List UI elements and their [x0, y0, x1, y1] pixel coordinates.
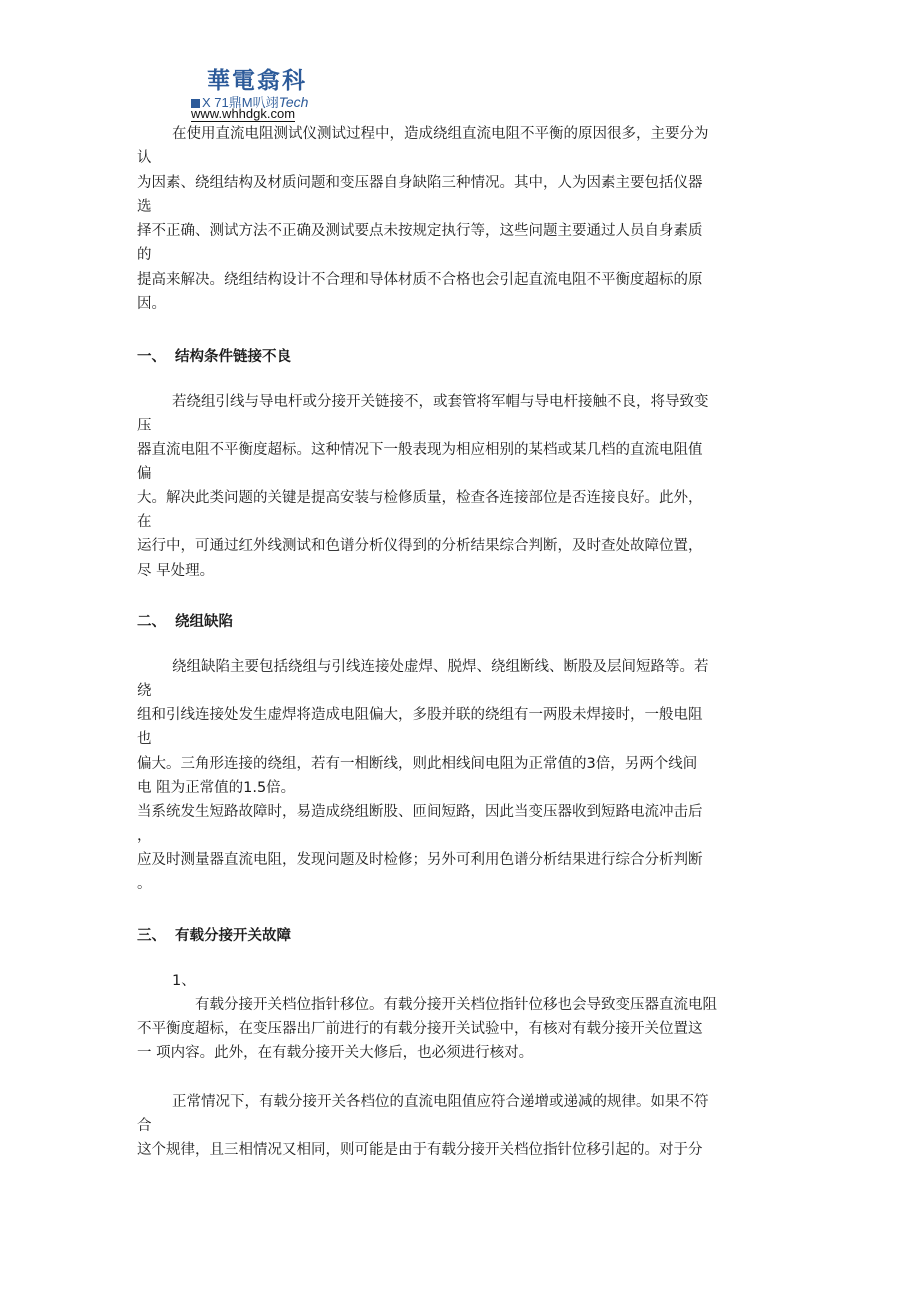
text-line: 器直流电阻不平衡度超标。这种情况下一般表现为相应相别的某档或某几档的直流电阻值	[137, 442, 703, 458]
section-heading	[137, 345, 291, 366]
section-number: 一、	[137, 349, 166, 365]
text-line: 偏	[137, 466, 152, 482]
text-line: 绕	[137, 683, 152, 699]
section-heading	[137, 610, 233, 631]
section-number: 三、	[137, 928, 166, 944]
section-number: 二、	[137, 614, 166, 630]
logo-subtitle-mid: 鼎M叭翊	[228, 95, 279, 110]
text-line: 运行中，可通过红外线测试和色谱分析仪得到的分析结果综合判断，及时查处故障位置，	[137, 538, 703, 554]
website-link[interactable]: www.whhdgk.com	[191, 106, 296, 121]
text-line: 认	[137, 150, 152, 166]
section-title: 绕组缺陷	[175, 614, 233, 630]
text-line: 正常情况下，有载分接开关各档位的直流电阻值应符合递增或递减的规律。如果不符	[172, 1094, 709, 1110]
text-line: 为因素、绕组结构及材质问题和变压器自身缺陷三种情况。其中，人为因素主要包括仪器	[137, 175, 703, 191]
text-line: 组和引线连接处发生虚焊将造成电阻偏大，多股并联的绕组有一两股未焊接时，一般电阻	[137, 707, 703, 723]
text-line: 一 项内容。此外，在有载分接开关大修后，也必须进行核对。	[137, 1045, 534, 1061]
section-heading	[137, 924, 291, 945]
text-line: 尽 早处理。	[137, 563, 215, 579]
text-line: 有载分接开关档位指针移位。有载分接开关档位指针位移也会导致变压器直流电阻	[195, 997, 717, 1013]
text-line: 提高来解决。绕组结构设计不合理和导体材质不合格也会引起直流电阻不平衡度超标的原	[137, 272, 703, 288]
text-line: 择不正确、测试方法不正确及测试要点未按规定执行等，这些问题主要通过人员自身素质	[137, 223, 703, 239]
section-title: 结构条件链接不良	[175, 349, 291, 365]
text-line: 电 阻为正常值的1.5倍。	[137, 780, 296, 796]
logo-title: 華電翕科	[207, 68, 307, 94]
logo-subtitle-prefix: X 71	[202, 95, 229, 110]
text-line: 当系统发生短路故障时，易造成绕组断股、匝间短路，因此当变压器收到短路电流冲击后	[137, 804, 703, 820]
text-line: 不平衡度超标，在变压器出厂前进行的有载分接开关试验中，有核对有载分接开关位置这	[137, 1021, 703, 1037]
text-line: 若绕组引线与导电杆或分接开关链接不，或套管将军帽与导电杆接触不良，将导致变	[172, 394, 709, 410]
text-line: 因。	[137, 296, 166, 312]
text-line: 。	[137, 876, 152, 892]
text-line: 绕组缺陷主要包括绕组与引线连接处虚焊、脱焊、绕组断线、断股及层间短路等。若	[172, 659, 709, 675]
text-line: 大。解决此类问题的关键是提高安装与检修质量，检查各连接部位是否连接良好。此外，	[137, 490, 703, 506]
text-line: 在	[137, 514, 152, 530]
text-line: 压	[137, 418, 152, 434]
text-line: 在使用直流电阻测试仪测试过程中，造成绕组直流电阻不平衡的原因很多，主要分为	[172, 126, 709, 142]
list-number: 1、	[172, 973, 196, 989]
text-line: 合	[137, 1118, 152, 1134]
logo-subtitle-tech: Tech	[278, 94, 309, 110]
text-line: 这个规律，且三相情况又相同，则可能是由于有载分接开关档位指针位移引起的。对于分	[137, 1142, 703, 1158]
text-line: 的	[137, 247, 152, 263]
text-line: 应及时测量器直流电阻，发现问题及时检修；另外可利用色谱分析结果进行综合分析判断	[137, 852, 703, 868]
text-line: 偏大。三角形连接的绕组，若有一相断线，则此相线间电阻为正常值的3倍，另两个线间	[137, 756, 698, 772]
section-title: 有载分接开关故障	[175, 928, 291, 944]
text-line: 选	[137, 199, 152, 215]
text-line: ，	[137, 828, 152, 844]
text-line: 也	[137, 731, 152, 747]
